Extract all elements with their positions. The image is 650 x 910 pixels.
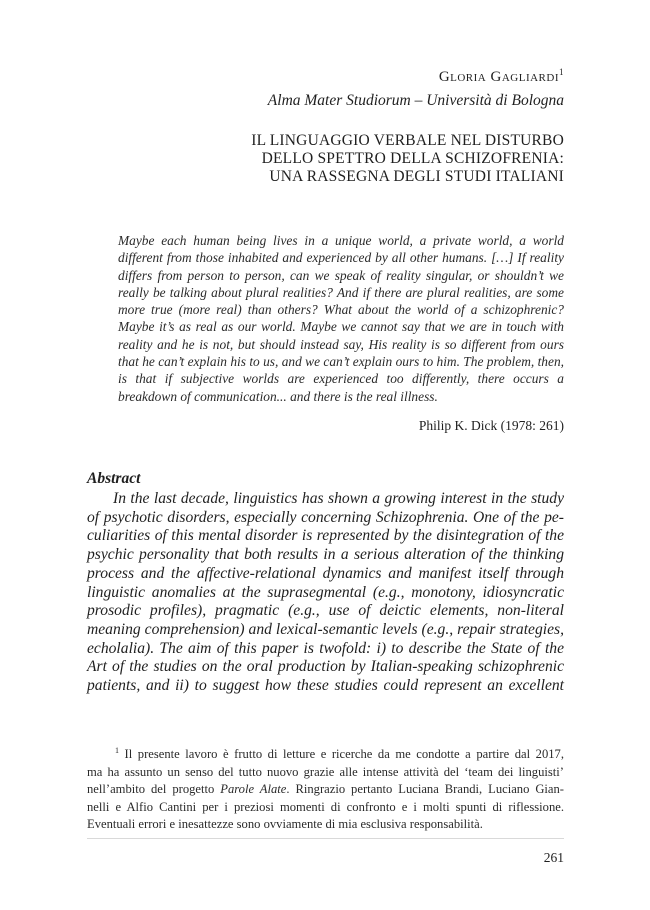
abstract-heading: Abstract	[87, 470, 141, 487]
abstract-line: In the last decade, linguistics has shown a growing interest in the study	[113, 490, 564, 507]
abstract-line: meaning comprehension) and lexical-semantic levels (e.g., repair strategies,	[87, 620, 564, 638]
author-footnote-mark[interactable]: 1	[559, 67, 564, 77]
footnote-mark: 1	[115, 746, 119, 755]
abstract-line: Art of the studies on the oral production by Italian-speaking schizophrenic	[87, 658, 564, 676]
author-block	[268, 62, 564, 111]
abstract-line: prosodic profiles), pragmatic (e.g., use of deictic elements, non-literal	[87, 602, 564, 620]
affiliation: Alma Mater Studiorum – Università di Bologna	[267, 92, 564, 109]
author-name-text: Gloria Gagliardi	[438, 69, 559, 85]
abstract-line: culiarities of this mental disorder is represented by the disintegration of the	[87, 527, 564, 545]
abstract-body	[87, 490, 564, 696]
footnote-line-text: . Ringrazio pertanto Luciana Brandi, Luciano Gian-	[286, 782, 564, 797]
abstract-line: psychic personality that both results in a serious alteration of the thinking	[87, 546, 564, 564]
title-line: UNA RASSEGNA DEGLI STUDI ITALIANI	[269, 168, 564, 185]
abstract-line: of psychotic disorders, especially concerning Schizophrenia. One of the pe-	[87, 508, 564, 526]
footnote	[87, 742, 564, 834]
footnote-line: Eventuali errori e inesattezze sono ovviamente di mia esclusiva responsabilità.	[87, 817, 483, 832]
abstract-line: linguistic anomalies at the suprasegmental (e.g., monotony, idiosyncratic	[87, 583, 564, 601]
abstract-line: patients, and ii) to suggest how these studies could represent an excellent	[87, 677, 564, 695]
page-number: 261	[543, 850, 564, 865]
footnote-line	[87, 742, 564, 764]
author-name	[268, 62, 564, 87]
footer-divider	[87, 838, 564, 839]
epigraph-source: Philip K. Dick (1978: 261)	[418, 418, 564, 433]
project-name: Parole Alate	[220, 782, 287, 797]
epigraph-quote: Maybe each human being lives in a unique world, a private world, a world different from those inhabited and experienced by all other humans. […] If reality differs from person to person, can we speak of reality singular, or shouldn’t we really be talking about plural realities? And if there are plural realities, are some more true (more real) than others? What about the world of a schizophrenic? Maybe it’s as real as our world. Maybe we cannot say that we are in touch with reality and he is not, but should instead say, His reality is so different from ours that he can’t explain his to us, and we can’t explain ours to him. The problem, then, is that if subjective worlds are experienced too differently, there occurs a breakdown of communication... and there is the real illness.	[118, 233, 564, 404]
footnote-line-text: nell’ambito del progetto	[87, 782, 221, 797]
footnote-line-text: Il presente lavoro è frutto di letture e ricerche da me condotte a partire dal 2017,	[124, 747, 564, 762]
title-line: DELLO SPETTRO DELLA SCHIZOFRENIA:	[261, 150, 564, 167]
footnote-line: ma ha assunto un senso del tutto nuovo grazie alle intense attività del ‘team dei linguisti’	[87, 764, 564, 779]
title-line: IL LINGUAGGIO VERBALE NEL DISTURBO	[251, 132, 564, 149]
footnote-line	[87, 781, 564, 799]
abstract-line: process and the affective-relational dynamics and manifest itself through	[87, 564, 564, 582]
abstract-line: echolalia). The aim of this paper is twofold: i) to describe the State of the	[87, 639, 564, 657]
article-title	[184, 132, 564, 186]
footnote-line: nelli e Alfio Cantini per i preziosi momenti di confronto e i molti spunti di riflessione.	[87, 799, 564, 814]
